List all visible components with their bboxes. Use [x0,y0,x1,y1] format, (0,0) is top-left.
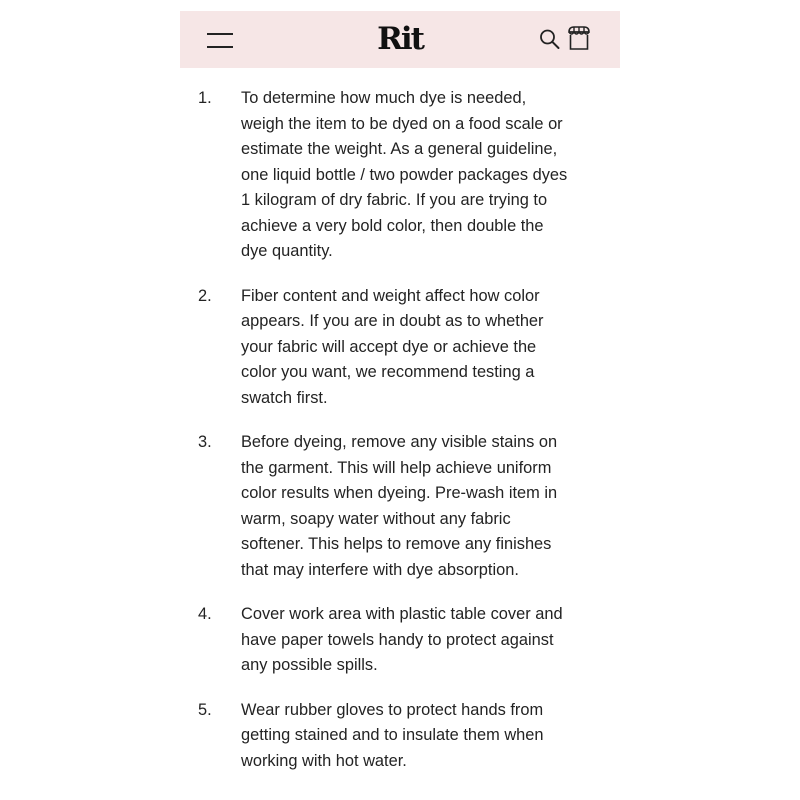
step-number: 1. [198,89,212,107]
step-text: To determine how much dye is needed, weigh the item to be dyed on a food scale or estimate the weight. As a general guideline, one liquid bottle / two powder packages dyes 1 kilogram of dry fabric. If you are trying to achieve a very bold color, then double the dye quantity. [241,89,568,260]
list-item [180,284,620,412]
site-header [180,11,620,68]
step-text: Fiber content and weight affect how color appears. If you are in doubt as to whether your fabric will accept dye or achieve the color you want, we recommend testing a swatch first. [241,286,544,407]
step-number: 2. [198,286,212,305]
step-number: 5. [198,700,212,719]
step-number: 4. [198,605,212,623]
step-text: Cover work area with plastic table cover and have paper towels handy to protect against any possible spills. [241,605,563,674]
instruction-list [180,86,620,793]
step-number: 3. [198,433,212,451]
list-item [180,602,620,679]
step-text: Wear rubber gloves to protect hands from getting stained and to insulate them when working with hot water. [241,700,544,770]
search-icon[interactable] [538,27,562,51]
list-item [180,698,620,775]
store-icon[interactable] [565,24,593,52]
list-item [180,430,620,583]
rit-logo[interactable]: Rit [377,21,423,57]
list-item [180,86,620,265]
step-text: Before dyeing, remove any visible stains on the garment. This will help achieve uniform color results when dyeing. Pre-wash item in warm, soapy water without any fabric softener. This helps to remove any finishes that may interfere with dye absorption. [241,433,558,579]
